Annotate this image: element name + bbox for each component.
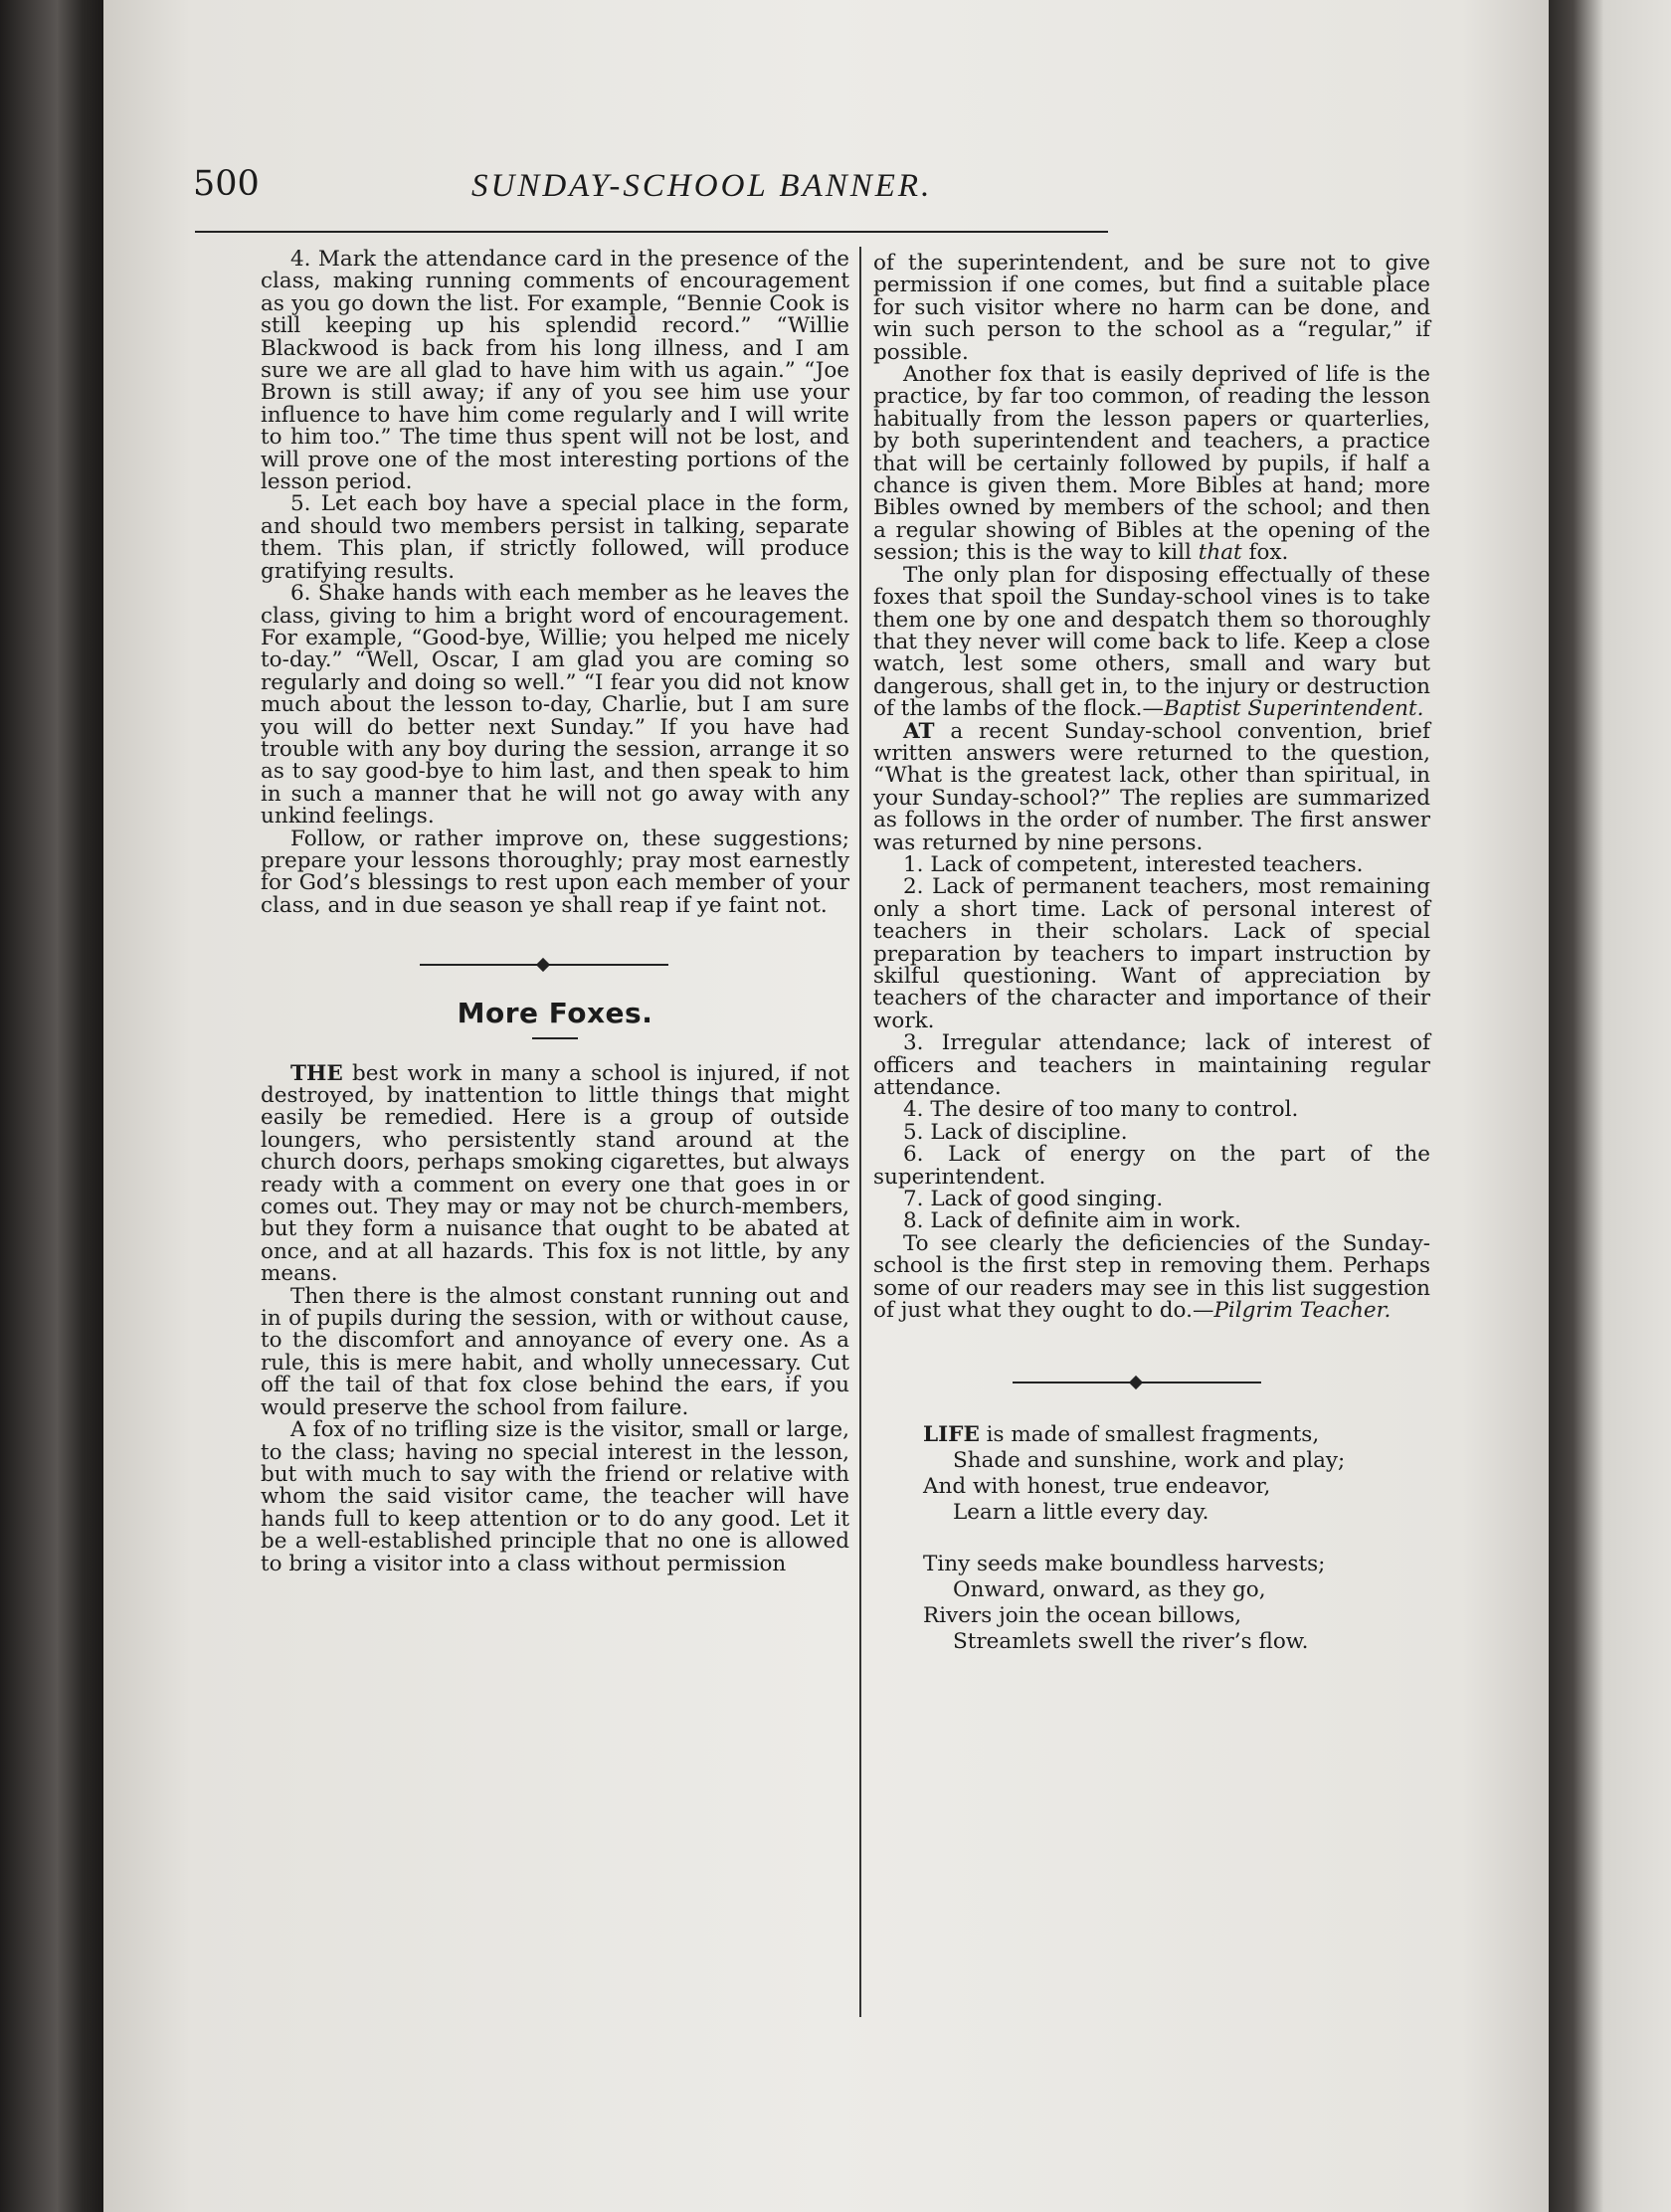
facing-page-edge — [1549, 0, 1671, 2212]
poem-line: Onward, onward, as they go, — [953, 1576, 1266, 1602]
paragraph: AT a recent Sunday-school convention, brief written answers were returned to the question, “What is the greatest lack, other than spiritual, in your Sunday-school?” The replies are summarized as follows in the order of number. The first answer was returned by nine persons. — [873, 718, 1430, 855]
paragraph: 4. Mark the attendance card in the presence of the class, making running comments of encouragement as you go down the list. For example, “Bennie Cook is still keeping up his splendid record.” “Willie Blackwood is back from his long illness, and I am sure we are all glad to have him with us again.” “Joe Brown is still away; if any of you see him use your influence to have him come regularly and I will write to him too.” The time thus spent will not be lost, and will prove one of the most interesting portions of the lesson period. — [261, 247, 849, 495]
source-attribution: Pilgrim Teacher. — [1213, 1298, 1392, 1324]
list-item: 8. Lack of definite aim in work. — [903, 1208, 1241, 1234]
source-attribution: Baptist Superintendent. — [1163, 696, 1424, 722]
emphasis: that — [1198, 540, 1242, 566]
poem-line: Rivers join the ocean billows, — [923, 1602, 1242, 1628]
poem — [873, 1422, 1430, 1655]
section-divider — [261, 945, 849, 985]
paragraph: The only plan for disposing effectually of these foxes that spoil the Sunday-school vines is to take them one by one and despatch them so thoroughly that they never will come back to life. Keep a close watch, lest some others, small and wary but dangerous, shall get in, to the injury or destruction of the lambs of the flock.—Baptist Superintendent. — [873, 562, 1430, 722]
paragraph: 5. Let each boy have a special place in the form, and should two members persist in talking, separate them. This plan, if strictly followed, will produce gratifying results. — [261, 491, 849, 584]
list-item: 6. Lack of energy on the part of the superintendent. — [873, 1142, 1430, 1190]
lead-word: LIFE — [923, 1421, 980, 1447]
journal-title: SUNDAY-SCHOOL BANNER. — [471, 168, 933, 204]
poem-line: Tiny seeds make boundless harvests; — [923, 1551, 1326, 1576]
header-rule — [195, 231, 1108, 233]
poem-stanza — [873, 1552, 1430, 1655]
list-item: 5. Lack of discipline. — [903, 1119, 1128, 1145]
lead-word: AT — [903, 718, 935, 744]
paragraph: To see clearly the deficiencies of the Sunday-school is the first step in removing them. Perhaps some of our readers may see in this list suggestion of just what they ought to do.—Pilgrim Teacher. — [873, 1230, 1430, 1324]
paragraph: of the superintendent, and be sure not to give permission if one comes, but find a suitable place for such visitor where no harm can be done, and win such person to the school as a “regular,” if possible. — [873, 251, 1430, 365]
poem-line: LIFE is made of smallest fragments, — [923, 1421, 1320, 1447]
paragraph: Another fox that is easily deprived of life is the practice, by far too common, of reading the lesson habitually from the lesson papers or quarterlies, by both superintendent and teachers, a practice that will be certainly followed by pupils, if half a chance is given them. More Bibles at hand; more Bibles owned by members of the school; and then a regular showing of Bibles at the opening of the session; this is the way to kill that fox. — [873, 362, 1430, 566]
column-divider — [859, 247, 861, 2017]
diamond-ornament-icon — [1129, 1375, 1143, 1388]
paragraph: Then there is the almost constant running out and in of pupils during the session, with or without cause, to the discomfort and annoyance of every one. As a rule, this is mere habit, and wholly unnecessary. Cut off the tail of that fox close behind the ears, if you would preserve the school from failure. — [261, 1283, 849, 1420]
right-column — [873, 253, 1430, 1681]
section-divider — [873, 1363, 1430, 1402]
book-spine-left — [0, 0, 103, 2212]
left-column — [261, 249, 849, 1575]
list-item: 2. Lack of permanent teachers, most remaining only a short time. Lack of personal interest of teachers in their scholars. Lack of special preparation by teachers to impart instruction by skilful questioning. Want of appreciation by teachers of the character and importance of their work. — [873, 874, 1430, 1033]
poem-line: And with honest, true endeavor, — [923, 1473, 1271, 1499]
paragraph: 6. Shake hands with each member as he leaves the class, giving to him a bright word of encouragement. For example, “Good-bye, Willie; you helped me nicely to-day.” “Well, Oscar, I am glad you are coming so regularly and doing so well.” “I fear you did not know much about the lesson to-day, Charlie, but I am sure you will do better next Sunday.” If you have had trouble with any boy during the session, arrange it so as to say good-bye to him last, and then speak to him in such a manner that he will not go away with any unkind feelings. — [261, 581, 849, 830]
list-item: 4. The desire of too many to control. — [903, 1097, 1299, 1123]
section-title: More Foxes. — [457, 997, 653, 1030]
list-item: 1. Lack of competent, interested teachers. — [903, 851, 1364, 877]
poem-line: Streamlets swell the river’s flow. — [953, 1628, 1309, 1654]
paragraph: A fox of no trifling size is the visitor, small or large, to the class; having no special interest in the lesson, but with much to say with the friend or relative with whom the said visitor came, the teacher will have hands full to keep attention or to do any good. Let it be a well-established principle that no one is allowed to bring a visitor into a class without permission — [261, 1417, 849, 1576]
list-item: 7. Lack of good singing. — [903, 1187, 1164, 1212]
page-number: 500 — [193, 164, 260, 204]
poem-stanza — [873, 1422, 1430, 1526]
page-header — [193, 164, 1118, 224]
lead-word: THE — [290, 1060, 343, 1086]
paragraph: THE best work in many a school is injured, if not destroyed, by inattention to little things that might easily be remedied. Here is a group of outside loungers, who persistently stand around at the church doors, perhaps smoking cigarettes, but always ready with a comment on every one that goes in or comes out. They may or may not be church-members, but they form a nuisance that ought to be abated at once, and at all hazards. This fox is not little, by any means. — [261, 1060, 849, 1287]
poem-line: Learn a little every day. — [953, 1499, 1209, 1525]
paragraph: Follow, or rather improve on, these suggestions; prepare your lessons thoroughly; pray most earnestly for God’s blessings to rest upon each member of your class, and in due season ye shall reap if ye faint not. — [261, 826, 849, 918]
poem-line: Shade and sunshine, work and play; — [953, 1447, 1346, 1473]
diamond-ornament-icon — [536, 958, 550, 972]
title-rule — [532, 1037, 578, 1039]
list-item: 3. Irregular attendance; lack of interest of officers and teachers in maintaining regular attendance. — [873, 1030, 1430, 1101]
